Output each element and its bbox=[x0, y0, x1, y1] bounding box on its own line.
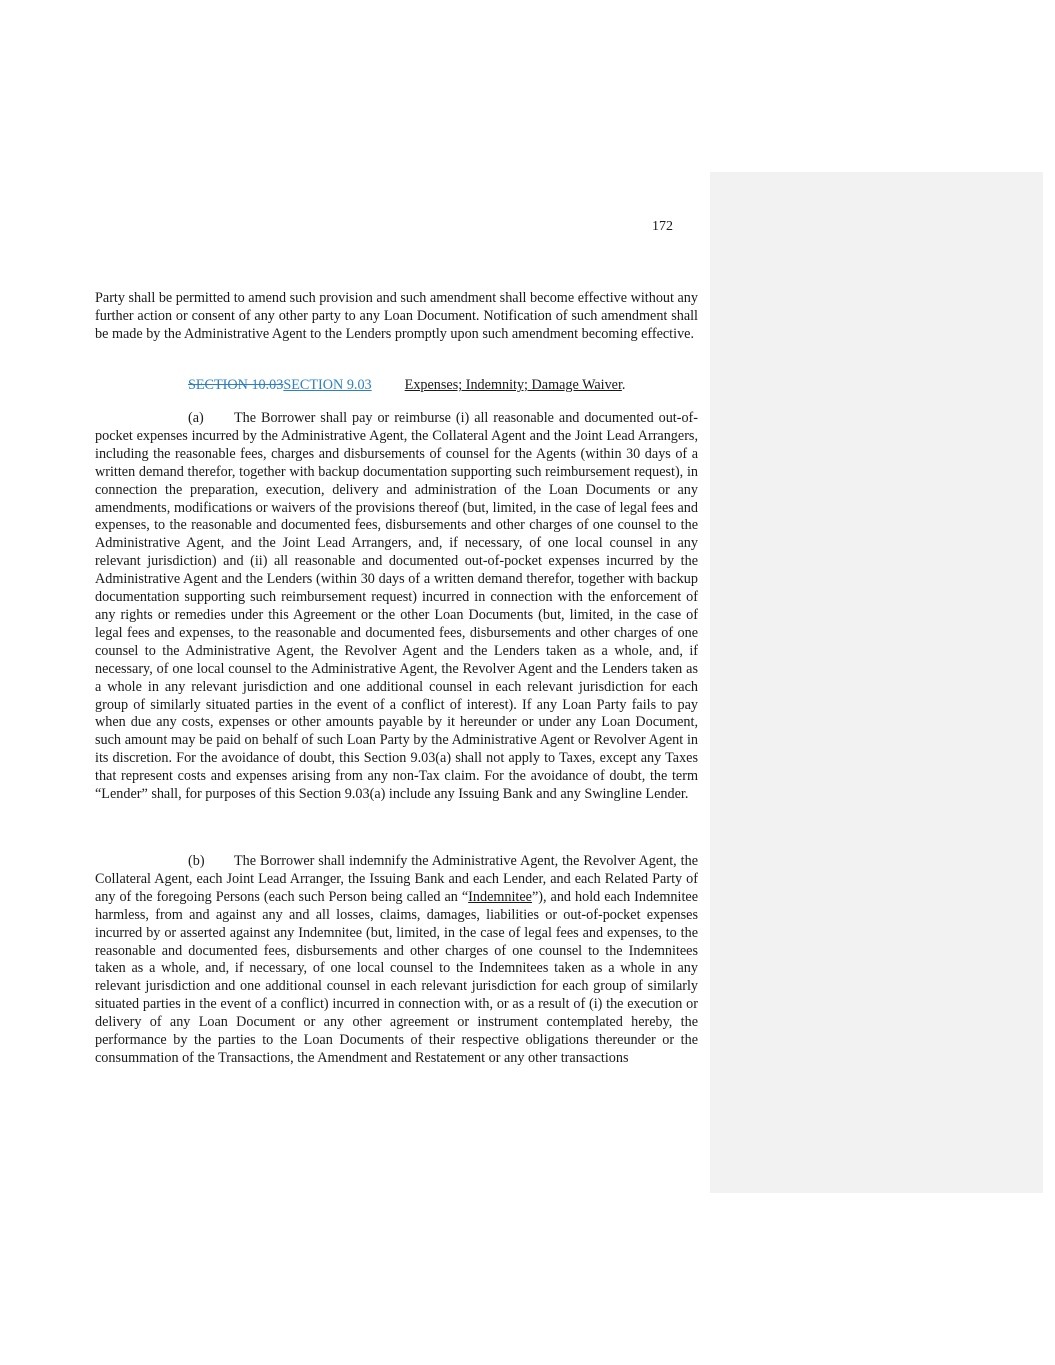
paragraph-b-text-end: ”), and hold each Indemnitee harmless, from and against any and all losses, claims, damages, liabilities or out-of-pocket expenses incurred by or asserted against any Indemnitee (but, limited, in the case of legal fees and expenses, to the reasonable and documented fees, disbursements and other charges of one counsel to the Indemnitees taken as a whole, and, if necessary, of one local counsel to the Indemnitees taken as a whole in any relevant jurisdiction and one additional counsel in each relevant jurisdiction for each group of similarly situated parties in the event of a conflict) incurred in connection with, or as a result of (i) the execution or delivery of any Loan Document or any other agreement or instrument contemplated hereby, the performance by the parties to the Loan Documents of their respective obligations thereunder or the consummation of the Transactions, the Amendment and Restatement or any other transactions bbox=[95, 888, 698, 1066]
page-number: 172 bbox=[652, 219, 673, 234]
paragraph-a-text: The Borrower shall pay or reimburse (i) all reasonable and documented out-of-pocket expenses incurred by the Administrative Agent, the Collateral Agent and the Joint Lead Arrangers, including the reasonable fees, charges and disbursements of counsel for the Agents (within 30 days of a written demand therefor, together with backup documentation supporting such reimbursement request), in connection the preparation, execution, delivery and administration of the Loan Documents or any amendments, modifications or waivers of the provisions thereof (but, limited, in the case of legal fees and expenses, to the reasonable and documented fees, disbursements and other charges of one counsel to the Administrative Agent, and the Joint Lead Arrangers, and, if necessary, of one local counsel in any relevant jurisdiction) and (ii) all reasonable and documented out-of-pocket expenses incurred by the Administrative Agent and the Lenders (within 30 days of a written demand therefor, together with backup documentation supporting such reimbursement request) incurred in connection with the enforcement of any rights or remedies under this Agreement or the other Loan Documents (but, limited, in the case of legal fees and expenses, to the reasonable and documented fees, disbursements and other charges of one counsel to the Administrative Agent, the Revolver Agent and the Lenders taken as a whole, and, if necessary, of one local counsel to the Administrative Agent, the Revolver Agent and the Lenders taken as a whole in any relevant jurisdiction and one additional counsel in each relevant jurisdiction for each group of similarly situated parties in the event of a conflict of interest). If any Loan Party fails to pay when due any costs, expenses or other amounts payable by it hereunder or under any Loan Document, such amount may be paid on behalf of such Loan Party by the Administrative Agent or Revolver Agent in its discretion. For the avoidance of doubt, this Section 9.03(a) shall not apply to Taxes, except any Taxes that represent costs and expenses arising from any non-Tax claim. For the avoidance of doubt, the term “Lender” shall, for purposes of this Section 9.03(a) include any Issuing Bank and any Swingline Lender. bbox=[95, 410, 698, 803]
paragraph-b-text-start: The Borrower shall indemnify the Administrative Agent, the Revolver Agent, the Collateral Agent, each Joint Lead Arranger, the Issuing Bank and each Lender, and each Related Party of any of the foregoing Persons (each such Person being called an “ bbox=[95, 853, 698, 905]
section-title: Expenses; Indemnity; Damage Waiver bbox=[404, 377, 622, 393]
comment-pane bbox=[710, 172, 1043, 1193]
section-heading bbox=[95, 377, 698, 395]
intro-paragraph: Party shall be permitted to amend such provision and such amendment shall become effective without any further action or consent of any other party to any Loan Document. Notification of such amendment shall be made by the Administrative Agent to the Lenders promptly upon such amendment becoming effective. bbox=[95, 290, 698, 342]
paragraph-a-number: (a) bbox=[188, 410, 204, 426]
section-title-period: . bbox=[621, 377, 626, 393]
paragraph-b-number: (b) bbox=[188, 853, 205, 869]
deleted-section-number: SECTION 10.03 bbox=[188, 377, 284, 393]
paragraph-a bbox=[95, 410, 698, 804]
defined-term-indemnitee: Indemnitee bbox=[468, 888, 532, 905]
inserted-section-number: SECTION 9.03 bbox=[283, 377, 372, 393]
paragraph-b bbox=[95, 853, 698, 1068]
